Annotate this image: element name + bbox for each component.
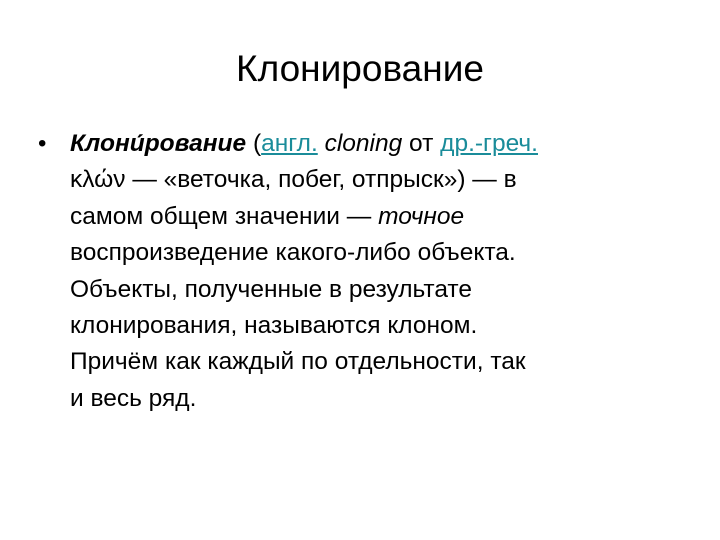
text-line-4: воспроизведение какого-либо объекта. [70,239,516,267]
bullet-icon: • [38,130,47,157]
text-fragment: самом общем значении — [70,202,379,230]
link-ancient-greek[interactable]: др.-греч. [440,130,538,157]
link-english[interactable]: англ. [261,130,318,157]
text-line-7: Причём как каждый по отдельности, так [70,348,526,376]
emphasis-exact: точное [378,202,465,230]
slide-body [36,126,696,417]
text-fragment: ( [246,130,262,157]
text-line-5: Объекты, полученные в результате [70,275,473,303]
text-fragment: от [402,130,441,157]
text-line-6: клонирования, называются клоном. [70,312,478,340]
text-line-2: κλών — «веточка, побег, отпрыск») — в [70,166,517,194]
text-fragment [318,130,325,157]
text-line-1 [70,126,696,162]
slide-title: Клонирование [236,48,484,89]
text-line-8: и весь ряд. [70,384,197,412]
english-word: cloning [324,130,403,157]
term-cloning: Клони́рование [70,130,247,157]
text-line-3 [70,199,696,235]
bullet-item [36,126,696,417]
